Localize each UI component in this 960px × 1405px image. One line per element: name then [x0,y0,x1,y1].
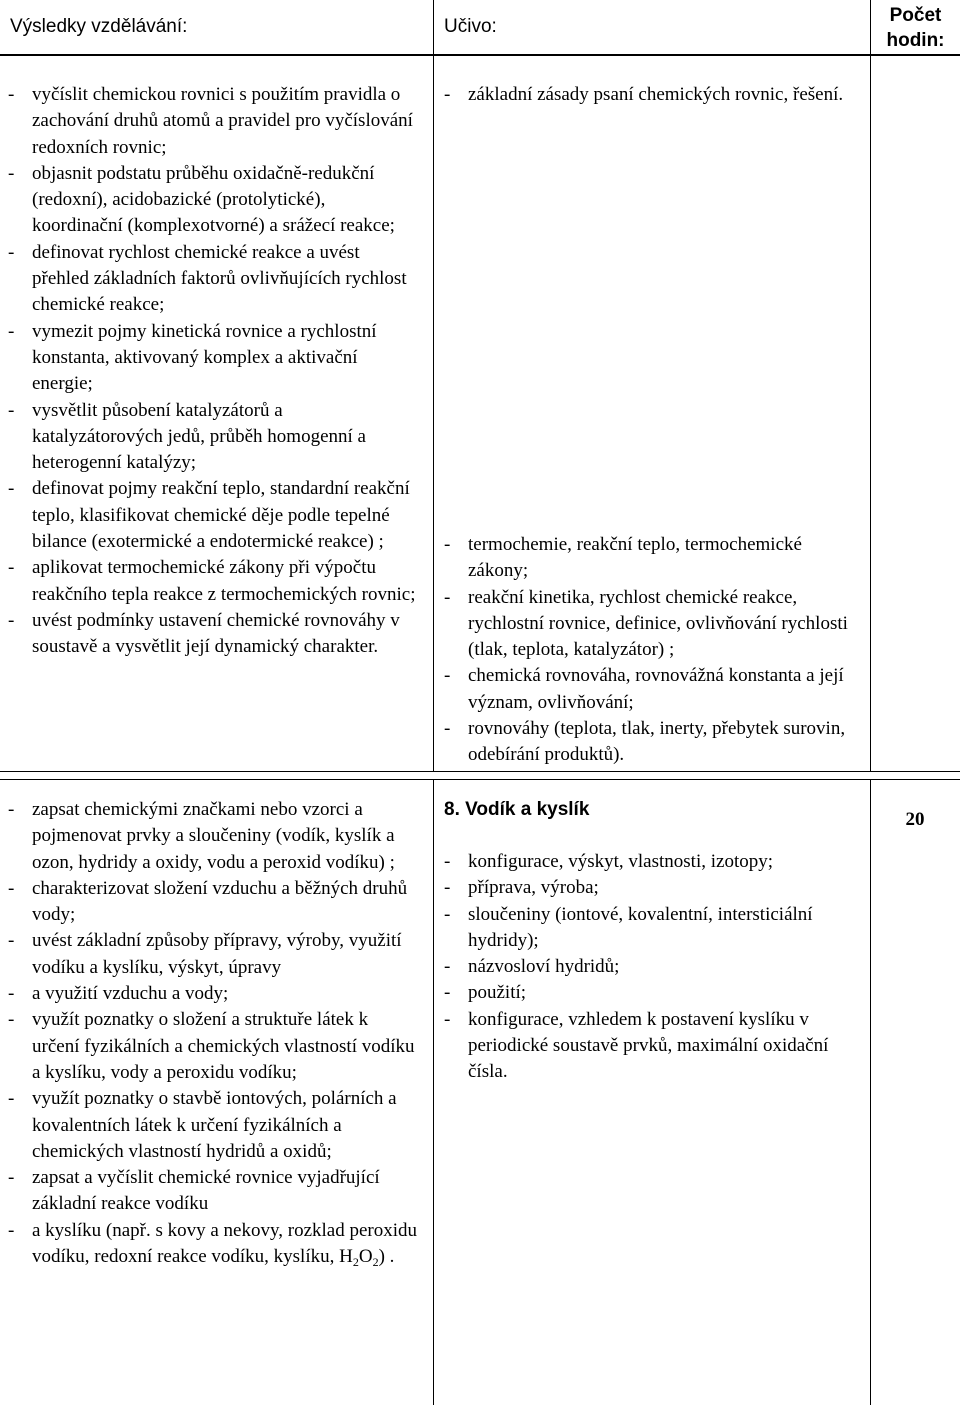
row1-hours-cell [871,56,960,772]
row1-content-list-b [444,532,864,769]
hours-value: 20 [905,809,925,830]
row1-content-list-a [444,82,864,108]
row2-content-cell [434,779,871,1405]
list-item: - využít poznatky o stavbě iontových, polárních a kovalentních látek k určení fyzikálních a chemických vlastností hydridů a oxidů; [8,1086,418,1165]
list-item: - zapsat a vyčíslit chemické rovnice vyjadřující základní reakce vodíku [8,1165,418,1218]
list-item: - příprava, výroba; [444,875,864,901]
row2-outcomes-cell [0,779,434,1405]
list-item: - objasnit podstatu průběhu oxidačně-redukční (redoxní), acidobazické (protolytické), koordinační (komplexotvorné) a srážecí reakce; [8,161,418,240]
header-hours-line1: Počet [889,5,942,26]
list-item: - konfigurace, vzhledem k postavení kyslíku v periodické soustavě prvků, maximální oxidační čísla. [444,1007,864,1086]
list-item: - názvosloví hydridů; [444,954,864,980]
list-item: - termochemie, reakční teplo, termochemické zákony; [444,532,864,585]
list-item: - sloučeniny (iontové, kovalentní, intersticiální hydridy); [444,902,864,955]
list-item: - zapsat chemickými značkami nebo vzorci a pojmenovat prvky a sloučeniny (vodík, kyslík a ozon, hydridy a oxidy, vodu a peroxid vodíku) ; [8,797,418,876]
list-item: - uvést základní způsoby přípravy, výroby, využití vodíku a kyslíku, výskyt, úpravy [8,928,418,981]
header-content-label: Učivo: [444,16,497,37]
list-item: - základní zásady psaní chemických rovnic, řešení. [444,82,864,108]
row2-content-list [444,849,864,1086]
formula-text: a kyslíku (např. s kovy a nekovy, rozklad peroxidu vodíku, redoxní reakce vodíku, kyslíku, H [32,1219,418,1268]
list-item: - rovnováhy (teplota, tlak, inerty, přebytek surovin, odebírání produktů). [444,716,864,769]
header-hours [871,0,960,54]
list-item: - konfigurace, výskyt, vlastnosti, izotopy; [444,849,864,875]
list-item: - reakční kinetika, rychlost chemické reakce, rychlostní rovnice, definice, ovlivňování rychlosti (tlak, teplota, katalyzátor) ; [444,585,864,664]
header-outcomes [0,0,434,54]
formula-text: ) . [378,1246,395,1268]
list-item: - vyčíslit chemickou rovnici s použitím pravidla o zachování druhů atomů a pravidel pro vyčíslování redoxních rovnic; [8,82,418,161]
header-content [434,0,871,54]
list-item: - a využití vzduchu a vody; [8,981,418,1007]
list-item: - využít poznatky o složení a struktuře látek k určení fyzikálních a chemických vlastností vodíku a kyslíku, vody a peroxidu vodíku; [8,1007,418,1086]
formula-text: O [358,1246,373,1268]
row1-outcomes-cell [0,56,434,772]
list-item: - vysvětlit působení katalyzátorů a katalyzátorových jedů, průběh homogenní a heterogenní katalýzy; [8,398,418,477]
row2-hours-cell [870,779,960,1405]
row1-content-cell [434,56,871,772]
list-item: - definovat pojmy reakční teplo, standardní reakční teplo, klasifikovat chemické děje podle tepelné bilance (exotermické a endotermické reakce) ; [8,476,418,555]
list-item: - uvést podmínky ustavení chemické rovnováhy v soustavě a vysvětlit její dynamický charakter. [8,608,418,661]
row1-outcomes-list [8,82,418,661]
subscript: 2 [352,1255,359,1270]
row-gap [0,772,960,779]
list-item: - vymezit pojmy kinetická rovnice a rychlostní konstanta, aktivovaný komplex a aktivační energie; [8,319,418,398]
list-item [8,1218,418,1276]
topic-title: 8. Vodík a kyslík [444,799,590,820]
list-item: - aplikovat termochemické zákony při výpočtu reakčního tepla reakce z termochemických rovnic; [8,555,418,608]
subscript: 2 [372,1255,379,1270]
list-item: - použití; [444,980,864,1006]
list-item: - chemická rovnováha, rovnovážná konstanta a její význam, ovlivňování; [444,663,864,716]
header-outcomes-label: Výsledky vzdělávání: [10,16,188,37]
list-item: - definovat rychlost chemické reakce a uvést přehled základních faktorů ovlivňujících rychlost chemické reakce; [8,240,418,319]
list-item: - charakterizovat složení vzduchu a běžných druhů vody; [8,876,418,929]
row2-outcomes-list [8,797,418,1275]
header-hours-line2: hodin: [886,30,945,51]
header-hours-label [871,3,960,53]
